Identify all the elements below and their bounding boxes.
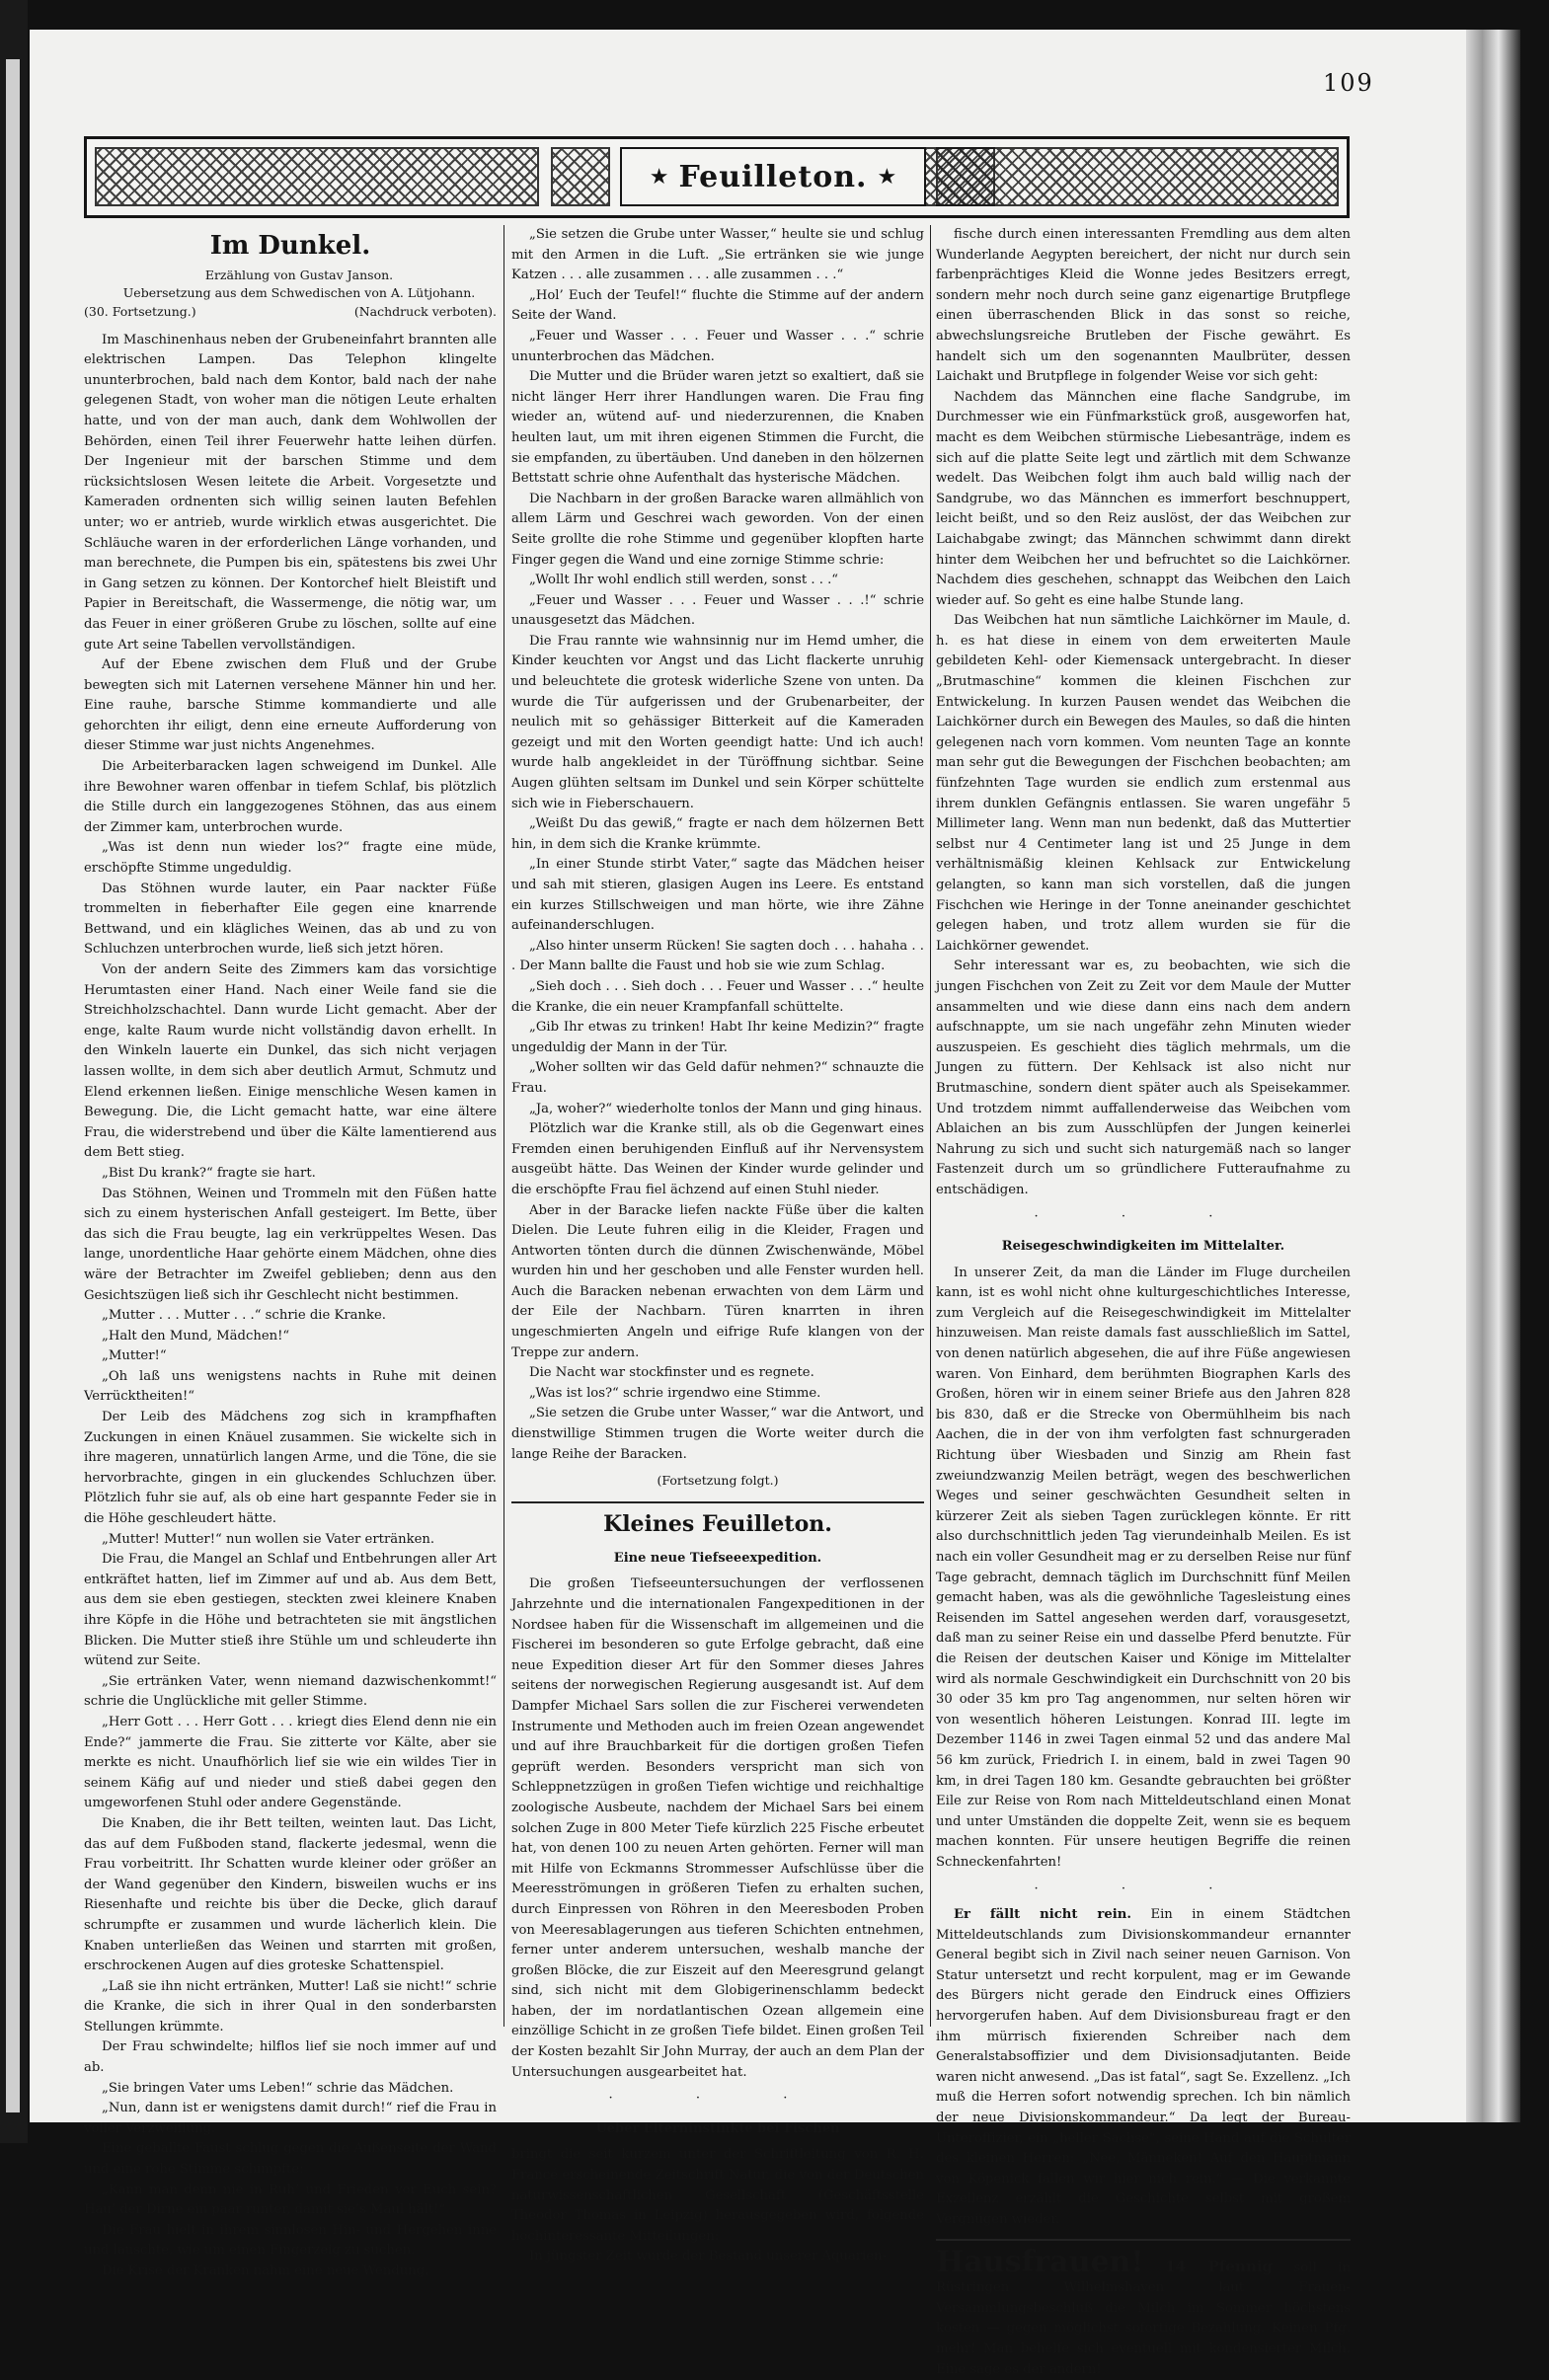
anecdote-text: Ein in einem Städtchen Mitteldeutschlands zum Divisionskommandeur ernannter General begibt sich in Zivil nach seiner neuen Garnison. Von Statur untersetzt und recht korpulent, mag er im Gewande des Bürgers nicht gerade den Eindruck eines Offiziers hervorgerufen haben. Auf dem Divisionsbureau fragt er den ihm mürrisch fixierenden Schreiber nach dem Generalstabsoffizier und dem Divisionsadjutanten. Beide waren nicht anwesend. „Das ist fatal“, sagt Se. Exzellenz. „Ich muß die Herren sofort notwendig sprechen. Ich bin nämlich der neue Divisionskommandeur.“ Da legt der Bureau-Unteroffizier, ein „heller Sachse“, seine Hand auf die Schulter des kleinen Herren: „Nee, Männeken! Auf den Hauptmann von Köpenick fallen wir hier nich rein.“ — Die verkannte Exzellenz erzählt die Geschichte selbst mit großem Vergnügen wieder.	[936, 1907, 1351, 2227]
article-title: Ueber Elterninstinkte bei Fischen	[595, 2120, 840, 2136]
paragraph: Das Stöhnen, Weinen und Trommeln mit den Füßen hatte sich zu einem hysterischen Anfall gesteigert. Im Bette, über das sich die Frau beugte, lag ein verkrüppeltes Wesen. Das lange, unordentliche Haar gehörte einem Mädchen, ohne dies wäre der Betrachter im Zweifel geblieben; denn aus den Gesichtszügen ließ sich ihr Geschlecht nicht bestimmen.	[84, 1186, 497, 1303]
article-title: Eine neue Tiefseeexpedition.	[613, 1550, 822, 1566]
page-edge	[1466, 30, 1520, 2122]
paragraph: „Sieh doch . . . Sieh doch . . . Feuer und Wasser . . .“ heulte die Kranke, die ein neuer Krampfanfall schüttelte.	[511, 978, 924, 1015]
paragraph: Die Frau hielt in ihrem sinnlosen Hin- und Hergehen inne und lauschte, wie um einen Fingerzeig zu suchen.	[84, 2222, 497, 2259]
ad-text: soll in Rüstringen Wilhelmshaven laut Frauen-Versammlungsbeschluß die Milch im Sommer höchstens kosten — gegen möglichst sofortige Bezahlung. Keinen Pfg. mehr! Man behelfe sich eventuell mit kondensierter Milch. Eine sage es der andern!	[936, 2260, 1351, 2377]
paragraph: „Mutter! Mutter!“ nun wollen sie Vater ertränken.	[102, 1531, 435, 1547]
article-text: In unserer Zeit, da man die Länder im Fluge durcheilen kann, ist es wohl nicht ohne kulturgeschichtliches Interesse, zum Vergleich auf die Reisegeschwindigkeit im Mittelalter hinzuweisen. Man reiste damals fast ausschließlich im Sattel, von denen natürlich abgesehen, die auf ihre Füße angewiesen waren. Von Einhard, dem berühmten Biographen Karls des Großen, hören wir in einem seiner Briefe aus den Jahren 828 bis 830, daß er die Strecke von Obermühlheim bis nach Aachen, die in der von ihm verfolgten fast schnurgeraden Richtung über Wiesbaden und Sinzig am Rhein fast zweiundzwanzig Meilen beträgt, wegen des beschwerlichen Weges und seiner geschwächten Gesundheit selten in kürzerer Zeit als sieben Tagen zurücklegen könnte. Er ritt also durchschnittlich jeden Tag vierundeinhalb Meilen. Es ist nach ein voller Gesundheit mag er zu derselben Reise nur fünf Tage gebracht, demnach täglich im Durchschnitt fünf Meilen gemacht haben, was als die gewöhnliche Tagesleistung eines Reisenden im Sattel angesehen werden darf, vorausgesetzt, daß man zu seiner Reise ein und dasselbe Pferd benutzte. Für die Reisen der deutschen Kaiser und Könige im Mittelalter wird als normale Geschwindigkeit ein Durchschnitt von 20 bis 30 oder 35 km pro Tag angenommen, nur selten hören wir von wesentlich höheren Leistungen. Konrad III. legte im Dezember 1146 in zwei Tagen einmal 52 und das andere Mal 56 km zurück, Friedrich I. in einem, bald in zwei Tagen 90 km, in drei Tagen 180 km. Gesandte gebrauchten bei größter Eile zur Reise von Rom nach Mitteldeutschland einen Monat und unter Umständen die doppelte Zeit, wenn sie es bequem machen konnten. Für unsere heutigen Begriffe die reinen Schneckenfahrten!	[936, 1265, 1351, 1870]
story-meta	[84, 302, 497, 323]
paragraph: Nachdem das Männchen eine flache Sandgrube, im Durchmesser wie ein Fünfmarkstück groß, ausgeworfen hat, macht es dem Weibchen stürmische Liebesanträge, indem es sich auf die platte Seite legt und zärtlich mit dem Schwanze wedelt. Das Weibchen folgt ihm auch bald willig nach der Sandgrube, wo das Männchen es immerfort beschnuppert, leicht beißt, und so den Reiz auslöst, der das Weibchen zur Laichabgabe zwingt; das Männchen schwimmt dann direkt hinter dem Weibchen her und befruchtet so die Laichkörner. Nachdem dies geschehen, schnappt das Weibchen den Laich wieder auf. So geht es eine halbe Stunde lang.	[936, 389, 1351, 608]
paragraph: Aber in der Baracke liefen nackte Füße über die kalten Dielen. Die Leute fuhren eilig in die Kleider, Fragen und Antworten tönten durch die dünnen Zwischenwände, Möbel wurden hin und her geschoben und alle Fenster wurden hell. Auch die Baracken nebenan erwachten von dem Lärm und der Eile der Nachbarn. Türen knarrten in ihren ungeschmierten Angeln und eifrige Rufe klangen von der Treppe zur andern.	[511, 1202, 924, 1360]
separator-dots: · · ·	[1034, 1208, 1253, 1224]
binding-strip	[6, 59, 20, 2112]
column-3	[936, 225, 1351, 2377]
paragraph: Die Frau, die Mangel an Schlaf und Entbehrungen aller Art entkräftet hatten, lief im Zimmer auf und ab. Aus dem Bett, aus dem sie eben gestiegen, steckten zwei kleinere Knaben ihre Köpfe in die Höhe und betrachteten sie mit ängstlichen Blicken. Die Mutter stieß ihre Stühle um und schleuderte ihn wütend zur Seite.	[84, 1552, 497, 1669]
paragraph: „Was ist los?“ schrie irgendwo eine Stimme.	[529, 1385, 821, 1401]
banner-title: Feuilleton.	[678, 159, 868, 194]
paragraph: fische durch einen interessanten Fremdling aus dem alten Wunderlande Aegypten bereichert, der nicht nur durch sein farbenprächtiges Kleid die Wonne jedes Besitzers erregt, sondern mehr noch durch seine ganz eigenartige Brutpflege einen überraschenden Blick in das sonst so reiche, abwechslungsreiche Brutleben der Fische gewährt. Es handelt sich um den sogenannten Maulbrüter, dessen Laichakt und Brutpflege in folgender Weise vor sich geht:	[936, 227, 1351, 385]
story-subtitle: Erzählung von Gustav Janson.	[204, 268, 394, 282]
paragraph: Die Arbeiterbaracken lagen schweigend im Dunkel. Alle ihre Bewohner waren offenbar in tiefem Schlaf, bis plötzlich die Stille durch ein langgezogenes Stöhnen, das aus einem der Zimmer kam, unterbrochen wurde.	[84, 759, 497, 835]
paragraph: Von der andern Seite des Zimmers kam das vorsichtige Herumtasten einer Hand. Nach einer Weile fand sie die Streichholzschachtel. Dann wurde Licht gemacht. Aber der enge, kalte Raum wurde nicht vollständig davon erhellt. In den Winkeln lauerte ein Dunkel, das sich nicht verjagen lassen wollte, in dem sich aber deutlich Armut, Schmutz und Elend erkennen ließen. Einige menschliche Wesen kamen in Bewegung. Die, die Licht gemacht hatte, war eine ältere Frau, die widerstrebend und über die Kälte lamentierend aus dem Bett stieg.	[84, 962, 497, 1161]
paragraph: „In einer Stunde stirbt Vater,“ sagte das Mädchen heiser und sah mit stieren, glasigen Augen ins Leere. Es entstand ein kurzes Stillschweigen und man hörte, wie ihre Zähne aufeinanderschlugen.	[511, 857, 924, 934]
paragraph: Sehr interessant war es, zu beobachten, wie sich die jungen Fischchen von Zeit zu Zeit vor dem Maule der Mutter ansammelten und wie diese dann eins nach dem andern aufschnappte, um sie nach ungefähr zehn Minuten wieder auszuspeien. Es geschieht dies täglich mehrmals, um die Jungen zu füttern. Der Kehlsack ist also nicht nur Brutmaschine, sondern dient später auch als Speisekammer. Und trotzdem nimmt auffallenderweise das Weibchen vom Ablaichen an bis zum Ausschlüpfen der Jungen keinerlei Nahrung zu sich und sucht sich naturgemäß nach so langer Fastenzeit durch um so gründlichere Futteraufnahme zu entschädigen.	[936, 959, 1351, 1197]
rights-label: (Nachdruck verboten).	[353, 304, 497, 319]
separator-dots: · · ·	[608, 2091, 827, 2107]
ornament-center-left	[551, 147, 610, 206]
paragraph: „Sie setzen die Grube unter Wasser,“ war die Antwort, und dienstwillige Stimmen trugen die Worte weiter durch die lange Reihe der Baracken.	[511, 1406, 924, 1462]
story-paragraphs-1	[84, 331, 497, 2282]
article-text: bringt die seit kurzem unter der Schriftleitung von R. H. Francé erscheinende Zeitschrift Natur, die von der Deutschen naturwissenschaftlichen Gesellschaft (Geschäftsstelle Theodor Thomas in Leipzig) herausgegeben wird, folgende hochinteressante Mitteilungen:	[511, 2147, 924, 2244]
installment-label: (30. Fortsetzung.)	[84, 304, 196, 319]
star-icon: ★	[877, 164, 897, 190]
paragraph: „Also hinter unserm Rücken! Sie sagten doch . . . hahaha . . . Der Mann ballte die Faust und hob sie wie zum Schlag.	[511, 938, 924, 974]
paragraph: Im Maschinenhaus neben der Grubeneinfahrt brannten alle elektrischen Lampen. Das Telephon klingelte ununterbrochen, bald nach dem Kontor, bald nach der nahe gelegenen Stadt, von woher man die nötigen Leute erhalten hatte, und von der man auch, dank dem Wohlwollen der Behörden, einen Teil ihrer Feuerwehr hatte leihen dürfen. Der Ingenieur mit der barschen Stimme und dem rücksichtslosen Wesen leitete die Arbeit. Vorgesetzte und Kameraden ordnenten sich willig seinen lauten Befehlen unter; wo er antrieb, wurde wirklich etwas ausgerichtet. Die Schläuche waren in der erforderlichen Länge vorhanden, und man berechnete, die Pumpen bis ein, spätestens bis zwei Uhr in Gang setzen zu können. Der Kontorchef hielt Bleistift und Papier in Bereitschaft, die Wassermenge, die nötig war, um das Feuer in einer größeren Grube zu löschen, sollte auf eine gute Art seine Tabellen vervollständigen.	[84, 332, 497, 653]
paragraph: Die Nacht war stockfinster und es regnete.	[529, 1365, 814, 1381]
paragraph: „Mutter . . . Mutter . . .“ schrie die Kranke.	[102, 1308, 386, 1324]
paragraph: „Halt den Mund, Mädchen!“	[102, 1328, 290, 1344]
ad-headline: Hausfrauen!	[936, 2244, 1144, 2279]
continued-note: (Fortsetzung folgt.)	[657, 1473, 779, 1489]
ad-price: 14 Pfennig	[1165, 2257, 1273, 2275]
paragraph: „Sie setzen die Grube unter Wasser,“ heulte sie und schlug mit den Armen in die Luft. „Sie ertränken sie wie junge Katzen . . . alle zusammen . . . alle zusammen . . .“	[511, 227, 924, 283]
column-1	[84, 225, 497, 2278]
feuilleton-banner	[84, 136, 1350, 218]
ornament-right	[924, 147, 1339, 206]
column-2	[511, 225, 924, 2265]
paragraph: Das Weibchen hat nun sämtliche Laichkörner im Maule, d. h. es hat diese in einem von dem erweiterten Maule gebildeten Kehl- oder Kiemensack untergebracht. In dieser „Brutmaschine“ kommen die kleinen Fischchen zur Entwickelung. In kurzen Pausen wendet das Weibchen die Laichkörner durch ein Bewegen des Maules, so daß die hinten gelegenen nach vorn kommen. Vom neunten Tage an konnte man sehr gut die Bewegungen der Fischchen beobachten; am fünfzehnten Tage wurden sie endlich zum erstenmal aus ihrem dunklen Gefängnis entlassen. Sie waren ungefähr 5 Millimeter lang. Wenn man nun bedenkt, daß das Muttertier selbst nur 4 Centimeter lang ist und 25 Junge in dem verhältnismäßig kleinen Kehlsack zur Entwickelung gelangten, so kann man sich vorstellen, daß die jungen Fischchen wie Heringe in der Tonne aneinander geschichtet gelegen haben, und trotz allem wurden sie für die Laichkörner gewendet.	[936, 613, 1351, 954]
star-icon: ★	[649, 164, 669, 190]
paragraph: Auf der Ebene zwischen dem Fluß und der Grube bewegten sich mit Laternen versehene Männer hin und her. Eine rauhe, barsche Stimme kommandierte und alle gehorchten ihr eiligt, denn eine erneute Aufforderung von dieser Stimme war just nichts Angenehmes.	[84, 657, 497, 754]
paragraph: „Was ist denn nun wieder los?“ fragte eine müde, erschöpfte Stimme ungeduldig.	[84, 840, 497, 877]
article-text: Die großen Tiefseeuntersuchungen der verflossenen Jahrzehnte und die internationalen Fangexpeditionen in der Nordsee haben für die Wissenschaft im allgemeinen und die Fischerei im besonderen so gute Erfolge gebracht, daß eine neue Expedition dieser Art für den Sommer dieses Jahres seitens der norwegischen Regierung ausgesandt ist. Auf dem Dampfer Michael Sars sollen die zur Fischerei verwendeten Instrumente und Methoden auch im freien Ozean angewendet und auf ihre Brauchbarkeit für die dortigen großen Tiefen geprüft werden. Besonders verspricht man sich von Schleppnetzzügen in großen Tiefen wichtige und reichhaltige zoologische Ausbeute, nachdem der Michael Sars bei einem solchen Zuge in 800 Meter Tiefe kürzlich 225 Fische erbeutet hat, von denen 100 zu neuen Arten gehörten. Ferner will man mit Hilfe von Eckmanns Strommesser Aufschlüsse über die Meeresströmungen in größeren Tiefen zu erhalten suchen, durch Einpressen von Röhren in den Meeresboden Proben von Meeresablagerungen aus tieferen Schichten entnehmen, ferner unter anderem untersuchen, weshalb manche der großen Blöcke, die zur Eiszeit auf den Meeresgrund gelangt sind, sich nicht mit dem Globigerinenschlamm bedeckt haben, der im nordatlantischen Ozean allgemein eine einzöllige Schicht in ze großen Tiefe bildet. Einen großen Teil der Kosten bezahlt Sir John Murray, der auch an dem Plan der Untersuchungen ausgearbeitet hat.	[511, 1576, 924, 2080]
paragraph: „Ja, woher?“ wiederholte tonlos der Mann und ging hinaus.	[529, 1101, 923, 1116]
paragraph: Der Frau schwindelte; hilflos lief sie noch immer auf und ab.	[84, 2039, 497, 2076]
anecdote-title: Er fällt nicht rein.	[954, 1907, 1131, 1923]
page-number: 109	[1323, 69, 1374, 97]
paragraph: „Woher sollten wir das Geld dafür nehmen?“ schnauzte die Frau.	[511, 1060, 924, 1096]
fish-paragraphs	[936, 225, 1351, 1201]
paragraph: „Feuer und Wasser . . . Feuer und Wasser . . .!“ schrie unausgesetzt das Mädchen.	[511, 592, 924, 629]
paragraph: Eine geballte Faust schlug gegen die Außenseite der Wand und eine rohe Stimme schimpfte:	[84, 2141, 497, 2178]
paragraph: Die Nachbarn in der großen Baracke waren allmählich von allem Lärm und Geschrei wach geworden. Von der einen Seite grollte die rohe Stimme und gegenüber klopften harte Finger gegen die Wand und eine zornige Stimme schrie:	[511, 491, 924, 568]
column-rule	[503, 225, 504, 2027]
column-rule	[930, 225, 931, 2027]
paragraph: „Herr Gott . . . Herr Gott . . . kriegt dies Elend denn nie ein Ende?“ jammerte die Frau. Sie zitterte vor Kälte, aber sie merkte es nicht. Unaufhörlich lief sie wie ein wildes Tier in seinem Käfig auf und nieder und stieß dabei gegen den umgeworfenen Stuhl oder andere Gegenstände.	[84, 1714, 497, 1811]
story-title: Im Dunkel.	[209, 231, 371, 261]
paragraph: Die Frau rannte wie wahnsinnig nur im Hemd umher, die Kinder keuchten vor Angst und das Licht flackerte unruhig und beleuchtete die grotesk widerliche Szene von unten. Da wurde die Tür aufgerissen und der Grubenarbeiter, der neulich mit so gehässiger Bitterkeit auf die Kameraden gezeigt und mit den Worten geendigt hatte: Und ich auch! wurde halb angekleidet in der Türöffnung sichtbar. Seine Augen glühten seltsam im Dunkel und sein Körper schüttelte sich wie in Fieberschauern.	[511, 633, 924, 811]
article-title: Reisegeschwindigkeiten im Mittelalter.	[1001, 1239, 1285, 1255]
paragraph: Plötzlich war die Kranke still, als ob die Gegenwart eines Fremden einen beruhigenden Einfluß auf ihr Nervensystem ausgeübt hätte. Das Weinen der Kinder wurde gelinder und die erschöpfte Frau fiel ächzend auf einen Stuhl nieder.	[511, 1121, 924, 1197]
story-paragraphs-2	[511, 225, 924, 1465]
paragraph: „Laß sie ihn nicht ertränken, Mutter! Laß sie nicht!“ schrie die Kranke, die sich in ihrer Qual in den sonderbarsten Stellungen krümmte.	[84, 1978, 497, 2035]
paragraph: Die Knaben, die ihr Bett teilten, weinten laut. Das Licht, das auf dem Fußboden stand, flackerte jedesmal, wenn die Frau vorbeitritt. Ihr Schatten wurde kleiner oder größer an der Wand gegenüber den Kindern, bisweilen wuchs er ins Riesenhafte und reichte bis über die Decke, glich darauf schrumpfte er zusammen und wurde lächerlich klein. Die Knaben unterließen das Weinen und starrten mit großen, erschrockenen Augen auf dies groteske Schattenspiel.	[84, 1815, 497, 1974]
paragraph: Die Krise der Kranken nahm eine neue Wendung.	[102, 2264, 429, 2278]
separator-dots: · · ·	[1034, 1881, 1253, 1896]
paragraph: „Feuer und Wasser . . . Feuer und Wasser . . .“ schrie ununterbrochen das Mädchen.	[511, 328, 924, 364]
paragraph: „Sie bringen Vater ums Leben!“ schrie das Mädchen.	[102, 2080, 454, 2096]
paragraph: „Wollt Ihr wohl endlich still werden, sonst . . .“	[529, 573, 839, 588]
paragraph: „Kann man denn nie in Ruh’ und Frieden vor Euch sein? Hau’ der Dirne ein paar runter, damit sie’s Maul hält!“	[84, 2182, 497, 2218]
paragraph: „Sie ertränken Vater, wenn niemand dazwischenkommt!“ schrie die Unglückliche mit geller Stimme.	[84, 1673, 497, 1710]
paragraph: „Mutter!“	[102, 1348, 167, 1364]
paragraph: Die Mutter und die Brüder waren jetzt so exaltiert, daß sie nicht länger Herr ihrer Handlungen waren. Die Frau fing wieder an, wütend auf- und niederzurennen, die Knaben heulten laut, um mit ihren eigenen Stimmen die Furcht, die sie empfanden, zu übertäuben. Und daneben in den hölzernen Bettstatt schrie ohne Aufenthalt das hysterische Mädchen.	[511, 369, 924, 487]
paragraph: „Hol’ Euch der Teufel!“ fluchte die Stimme auf der andern Seite der Wand.	[511, 287, 924, 324]
paragraph: „Gib Ihr etwas zu trinken! Habt Ihr keine Medizin?“ fragte ungeduldig der Mann in der Tür.	[511, 1020, 924, 1055]
section-divider	[511, 1501, 924, 1503]
paragraph: Der Leib des Mädchens zog sich in krampfhaften Zuckungen in einen Knäuel zusammen. Sie wickelte sich in ihre mageren, unnatürlich langen Arme, und die Töne, die sie hervorbrachte, gingen in ein gluckendes Schluchzen über. Plötzlich fuhr sie auf, als ob eine hart gespannte Feder sie in die Höhe geschleudert hätte.	[84, 1410, 497, 1527]
banner-title-box	[620, 147, 926, 206]
kleines-title: Kleines Feuilleton.	[603, 1510, 832, 1537]
paragraph: Das Stöhnen wurde lauter, ein Paar nackter Füße trommelten in fieberhafter Eile gegen eine knarrende Bettwand, und ein klägliches Weinen, das ab und zu von Schluchzen unterbrochen wurde, ließ sich jetzt hören.	[84, 881, 497, 958]
paragraph: „Nun, dann ist er wenigstens damit durch!“ rief die Frau in voller Verzweiflung.	[84, 2101, 497, 2136]
advertisement	[936, 2239, 1351, 2380]
paragraph: „Oh laß uns wenigstens nachts in Ruhe mit deinen Verrücktheiten!“	[84, 1368, 497, 1405]
article-text: In jüngster Zeit wurde der Bestand unserer Aquarien-	[529, 2249, 888, 2265]
story-translator: Uebersetzung aus dem Schwedischen von A. Lütjohann.	[122, 285, 476, 300]
paragraph: „Weißt Du das gewiß,“ fragte er nach dem hölzernen Bett hin, in dem sich die Kranke krümmte.	[511, 816, 924, 852]
book-binding	[0, 0, 28, 2143]
ornament-left	[95, 147, 539, 206]
paragraph: „Bist Du krank?“ fragte sie hart.	[102, 1165, 316, 1181]
